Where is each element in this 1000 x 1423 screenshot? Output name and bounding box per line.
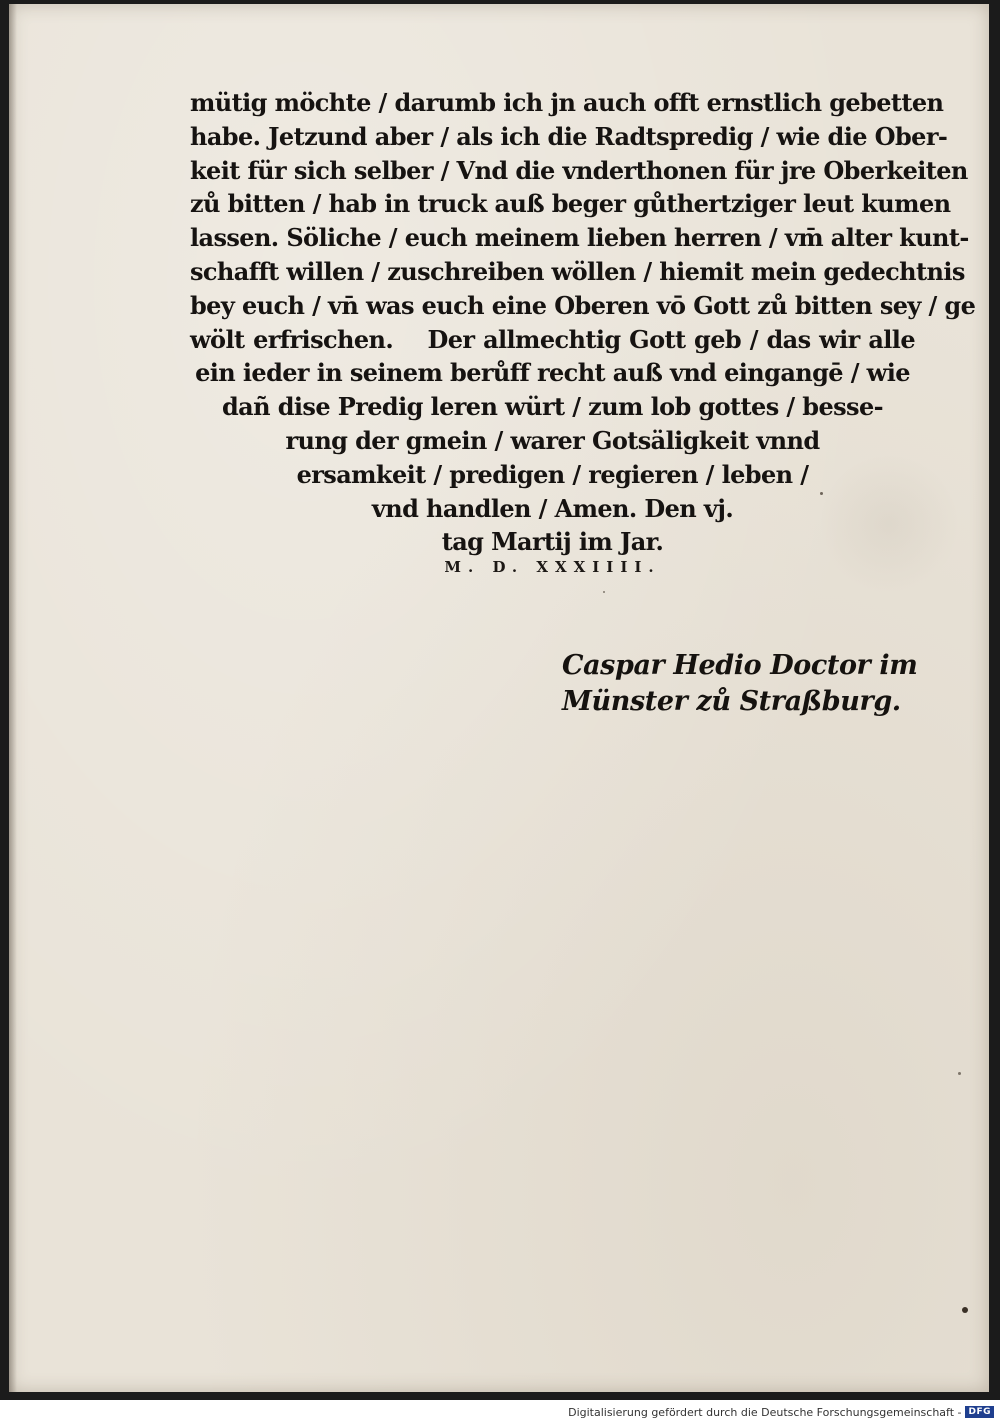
text-line-3: keit für sich selber / Vnd die vnderthonen für jre Oberkeiten xyxy=(190,155,968,185)
text-line-13: vnd handlen / Amen. Den vj. xyxy=(371,493,734,523)
text-line-9: ein ieder in seinem berůff recht auß vnd eingangē / wie xyxy=(195,358,910,388)
text-line-7: bey euch / vn̄ was euch eine Oberen vō Gott zů bitten sey / ge xyxy=(190,290,976,320)
text-line-4: zů bitten / hab in truck auß beger gůthertziger leut kumen xyxy=(190,189,951,219)
text-line-10: dañ dise Predig leren würt / zum lob gottes / besse- xyxy=(221,392,883,422)
text-line-6: schafft willen / zuschreiben wöllen / hiemit mein gedechtnis xyxy=(190,256,965,286)
dfg-logo-icon: DFG xyxy=(965,1406,994,1418)
text-line-2: habe. Jetzund aber / als ich die Radtspredig / wie die Ober- xyxy=(190,121,948,151)
ink-speck xyxy=(603,591,605,593)
signature xyxy=(562,648,917,720)
main-text xyxy=(190,86,976,559)
page-gutter-shadow xyxy=(9,4,17,1392)
text-line-8: wölt erfrischen. Der allmechtig Gott geb / das wir alle xyxy=(190,324,915,354)
signature-line-1: Caspar Hedio Doctor im xyxy=(562,650,918,681)
signature-line-2: Münster zů Straßburg. xyxy=(562,686,901,717)
text-line-5: lassen. Söliche / euch meinem lieben herren / vm̄ alter kunt- xyxy=(190,223,969,253)
text-line-14: tag Martij im Jar. xyxy=(441,527,664,557)
ink-speck xyxy=(958,1072,961,1075)
footer-credit xyxy=(568,1404,994,1420)
text-line-12: ersamkeit / predigen / regieren / leben / xyxy=(296,459,809,489)
text-line-1: mütig möchte / darumb ich jn auch offt ernstlich gebetten xyxy=(190,88,944,117)
text-line-11: rung der gmein / warer Gotsäligkeit vnnd xyxy=(285,425,820,455)
footer-credit-text: Digitalisierung gefördert durch die Deutsche Forschungsgemeinschaft - xyxy=(568,1405,962,1419)
ink-speck xyxy=(820,492,823,495)
date-line: M. D. XXXIIII. xyxy=(444,558,661,576)
ink-speck xyxy=(962,1307,968,1313)
